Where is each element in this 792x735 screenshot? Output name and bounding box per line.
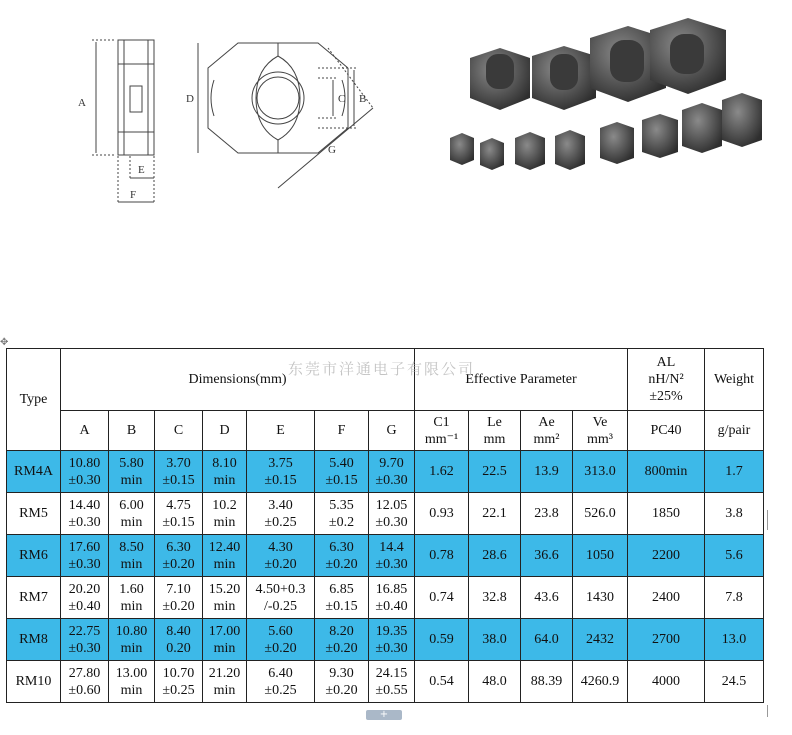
cell-dim-value: 14.40 — [68, 497, 101, 513]
header-ae — [521, 411, 573, 451]
cell-dim-value: 4.75 — [166, 497, 191, 513]
cell-dim — [203, 451, 247, 493]
cell-dim — [109, 493, 155, 535]
cell-type: RM4A — [7, 451, 61, 493]
cell-dim — [247, 619, 315, 661]
cell-dim-tolerance: min — [213, 682, 236, 698]
cell-dim-value: 9.70 — [379, 455, 404, 471]
header-dimensions: Dimensions(mm) — [61, 349, 415, 411]
cell-dim-value: 27.80 — [68, 665, 101, 681]
header-dim-g: G — [369, 411, 415, 451]
table-handle-icon[interactable]: ✥ — [0, 337, 9, 348]
dim-label-b: B — [359, 93, 367, 105]
cell-dim — [61, 535, 109, 577]
cell-dim — [247, 493, 315, 535]
cell-dim-tolerance: ±0.30 — [375, 640, 408, 656]
cell-dim — [203, 661, 247, 703]
cell-dim-tolerance: ±0.30 — [68, 514, 101, 530]
cell-dim-tolerance: ±0.40 — [68, 598, 101, 614]
table-row — [7, 577, 764, 619]
header-c1-unit: mm⁻¹ — [424, 431, 459, 447]
dim-label-f: F — [130, 189, 137, 201]
cell-dim-tolerance: 0.20 — [166, 640, 191, 656]
header-dim-e: E — [247, 411, 315, 451]
cell-dim — [109, 577, 155, 619]
cell-dim — [155, 577, 203, 619]
cell-dim-tolerance: /-0.25 — [263, 598, 298, 614]
cell-dim-value: 13.00 — [115, 665, 148, 681]
cell-dim — [155, 493, 203, 535]
cell-dim-value: 3.70 — [166, 455, 191, 471]
cell-dim-value: 1.60 — [119, 581, 144, 597]
header-le-name: Le — [487, 414, 502, 430]
cell-weight: 3.8 — [705, 493, 764, 535]
cell-c1: 0.54 — [415, 661, 469, 703]
cell-dim-value: 14.4 — [379, 539, 404, 555]
cell-dim-value: 10.70 — [162, 665, 195, 681]
cell-weight: 1.7 — [705, 451, 764, 493]
cell-dim-tolerance: min — [213, 514, 236, 530]
cell-dim-tolerance: min — [213, 472, 236, 488]
cell-dim — [315, 577, 369, 619]
cell-dim-tolerance: ±0.30 — [375, 556, 408, 572]
scroll-tick-bottom — [767, 705, 768, 717]
table-row — [7, 493, 764, 535]
cell-dim-tolerance: min — [213, 598, 236, 614]
header-c1 — [415, 411, 469, 451]
header-weight: Weight — [705, 349, 764, 411]
dim-label-g: G — [328, 144, 336, 156]
cell-dim — [155, 451, 203, 493]
header-ve — [573, 411, 628, 451]
cell-dim — [155, 535, 203, 577]
header-pc40: PC40 — [628, 411, 705, 451]
side-view-drawing — [70, 28, 180, 218]
cell-le: 22.5 — [469, 451, 521, 493]
cell-dim-tolerance: ±0.20 — [162, 598, 195, 614]
cell-dim-value: 20.20 — [68, 581, 101, 597]
cell-c1: 0.74 — [415, 577, 469, 619]
cell-ve: 526.0 — [573, 493, 628, 535]
table-row — [7, 619, 764, 661]
top-view-drawing — [178, 28, 378, 218]
cell-dim — [203, 577, 247, 619]
cell-dim-tolerance: ±0.20 — [325, 556, 358, 572]
cell-dim-value: 10.2 — [212, 497, 237, 513]
cell-dim — [315, 451, 369, 493]
header-ve-name: Ve — [592, 414, 608, 430]
cell-ve: 1050 — [573, 535, 628, 577]
cell-dim-value: 5.40 — [329, 455, 354, 471]
cell-dim — [369, 577, 415, 619]
cell-dim-tolerance: ±0.15 — [162, 514, 195, 530]
cell-dim-tolerance: ±0.15 — [325, 598, 358, 614]
cell-dim — [61, 577, 109, 619]
cell-dim — [369, 661, 415, 703]
cell-dim-value: 8.10 — [212, 455, 237, 471]
header-dim-d: D — [203, 411, 247, 451]
table-row — [7, 661, 764, 703]
cell-dim-value: 6.40 — [268, 665, 293, 681]
cell-dim-tolerance: min — [213, 556, 236, 572]
add-row-button[interactable]: + — [366, 710, 402, 720]
header-al-line2: nH/N² — [648, 372, 684, 387]
cell-dim-tolerance: ±0.55 — [375, 682, 408, 698]
cell-dim — [61, 493, 109, 535]
cell-dim-tolerance: min — [120, 640, 143, 656]
cell-dim-tolerance: min — [120, 682, 143, 698]
cell-dim-value: 3.40 — [268, 497, 293, 513]
header-type: Type — [7, 349, 61, 451]
cell-dim-value: 4.50+0.3 — [255, 581, 306, 597]
cell-dim-tolerance: ±0.20 — [325, 682, 358, 698]
cell-ve: 313.0 — [573, 451, 628, 493]
cell-dim-tolerance: ±0.15 — [264, 472, 297, 488]
cell-c1: 1.62 — [415, 451, 469, 493]
cell-ae: 23.8 — [521, 493, 573, 535]
cell-dim-value: 17.60 — [68, 539, 101, 555]
cell-dim-value: 17.00 — [208, 623, 241, 639]
cell-dim — [247, 535, 315, 577]
cell-dim-value: 21.20 — [208, 665, 241, 681]
cell-dim-tolerance: ±0.30 — [68, 556, 101, 572]
spec-table — [6, 348, 764, 703]
cell-dim-value: 5.60 — [268, 623, 293, 639]
cell-ve: 2432 — [573, 619, 628, 661]
scroll-tick — [767, 510, 768, 530]
header-al — [628, 349, 705, 411]
cell-weight: 7.8 — [705, 577, 764, 619]
cell-dim-value: 16.85 — [375, 581, 408, 597]
cell-ae: 88.39 — [521, 661, 573, 703]
cell-dim-tolerance: min — [120, 514, 143, 530]
cell-dim-value: 8.50 — [119, 539, 144, 555]
cell-dim-value: 10.80 — [68, 455, 101, 471]
cell-al: 4000 — [628, 661, 705, 703]
cell-le: 38.0 — [469, 619, 521, 661]
cell-dim-tolerance: ±0.25 — [264, 514, 297, 530]
header-ve-unit: mm³ — [587, 431, 613, 447]
dim-label-e: E — [138, 164, 145, 176]
cell-c1: 0.78 — [415, 535, 469, 577]
cell-dim — [315, 619, 369, 661]
cell-dim-tolerance: min — [120, 556, 143, 572]
cell-dim-tolerance: ±0.30 — [68, 472, 101, 488]
cell-dim-tolerance: min — [213, 640, 236, 656]
cell-type: RM5 — [7, 493, 61, 535]
cell-type: RM8 — [7, 619, 61, 661]
cell-dim-value: 12.40 — [208, 539, 241, 555]
cell-dim-value: 15.20 — [208, 581, 241, 597]
cell-dim — [369, 535, 415, 577]
cell-dim-value: 12.05 — [375, 497, 408, 513]
cell-dim-value: 24.15 — [375, 665, 408, 681]
ferrite-cores-photo — [420, 8, 790, 188]
cell-le: 48.0 — [469, 661, 521, 703]
cell-dim — [247, 661, 315, 703]
cell-dim-tolerance: ±0.30 — [375, 472, 408, 488]
cell-type: RM6 — [7, 535, 61, 577]
cell-al: 2400 — [628, 577, 705, 619]
cell-ae: 64.0 — [521, 619, 573, 661]
cell-dim-value: 10.80 — [115, 623, 148, 639]
cell-ae: 36.6 — [521, 535, 573, 577]
cell-dim-tolerance: ±0.15 — [162, 472, 195, 488]
cell-dim — [61, 661, 109, 703]
header-al-line3: ±25% — [649, 389, 683, 404]
cell-dim-value: 22.75 — [68, 623, 101, 639]
cell-ae: 43.6 — [521, 577, 573, 619]
cell-dim — [369, 451, 415, 493]
cell-dim-value: 7.10 — [166, 581, 191, 597]
header-gpair: g/pair — [705, 411, 764, 451]
cell-dim-value: 4.30 — [268, 539, 293, 555]
header-le — [469, 411, 521, 451]
cell-dim-tolerance: min — [120, 598, 143, 614]
cell-dim — [315, 661, 369, 703]
header-dim-f: F — [315, 411, 369, 451]
cell-dim-tolerance: ±0.20 — [264, 640, 297, 656]
cell-dim-value: 6.30 — [329, 539, 354, 555]
cell-le: 32.8 — [469, 577, 521, 619]
header-ae-name: Ae — [538, 414, 555, 430]
dim-label-a: A — [78, 97, 86, 109]
cell-dim-value: 8.20 — [329, 623, 354, 639]
cell-c1: 0.93 — [415, 493, 469, 535]
table-row — [7, 451, 764, 493]
cell-dim-tolerance: ±0.20 — [264, 556, 297, 572]
cell-dim — [315, 493, 369, 535]
cell-dim — [109, 661, 155, 703]
cell-type: RM7 — [7, 577, 61, 619]
header-dim-c: C — [155, 411, 203, 451]
cell-dim — [109, 451, 155, 493]
cell-weight: 24.5 — [705, 661, 764, 703]
cell-dim-tolerance: ±0.30 — [68, 640, 101, 656]
cell-dim — [203, 535, 247, 577]
cell-al: 2200 — [628, 535, 705, 577]
cell-dim-value: 3.75 — [268, 455, 293, 471]
cell-dim — [247, 577, 315, 619]
header-al-line1: AL — [656, 355, 676, 370]
cell-dim — [61, 451, 109, 493]
cell-dim-value: 6.30 — [166, 539, 191, 555]
cell-dim-tolerance: ±0.15 — [325, 472, 358, 488]
cell-dim — [369, 619, 415, 661]
watermark: 东莞市洋通电子有限公司 — [288, 360, 476, 378]
cell-dim-value: 5.80 — [119, 455, 144, 471]
cell-dim — [369, 493, 415, 535]
cell-type: RM10 — [7, 661, 61, 703]
cell-dim-value: 9.30 — [329, 665, 354, 681]
cell-dim-value: 19.35 — [375, 623, 408, 639]
cell-dim-tolerance: ±0.25 — [264, 682, 297, 698]
cell-al: 800min — [628, 451, 705, 493]
cell-dim-tolerance: ±0.20 — [162, 556, 195, 572]
cell-dim-tolerance: ±0.2 — [328, 514, 355, 530]
cell-ae: 13.9 — [521, 451, 573, 493]
cell-dim — [109, 619, 155, 661]
header-le-unit: mm — [483, 431, 506, 447]
cell-weight: 13.0 — [705, 619, 764, 661]
cell-dim — [203, 493, 247, 535]
header-dim-a: A — [61, 411, 109, 451]
header-ae-unit: mm² — [533, 431, 560, 447]
cell-dim — [155, 619, 203, 661]
header-effective: Effective Parameter — [415, 349, 628, 411]
cell-c1: 0.59 — [415, 619, 469, 661]
cell-dim-tolerance: ±0.40 — [375, 598, 408, 614]
cell-le: 28.6 — [469, 535, 521, 577]
cell-al: 2700 — [628, 619, 705, 661]
dim-label-c: C — [338, 93, 346, 105]
cell-ve: 1430 — [573, 577, 628, 619]
cell-dim-tolerance: ±0.60 — [68, 682, 101, 698]
cell-dim-value: 6.00 — [119, 497, 144, 513]
cell-le: 22.1 — [469, 493, 521, 535]
cell-dim-value: 8.40 — [166, 623, 191, 639]
header-dim-b: B — [109, 411, 155, 451]
cell-dim-tolerance: min — [120, 472, 143, 488]
cell-dim-tolerance: ±0.30 — [375, 514, 408, 530]
cell-dim — [315, 535, 369, 577]
dim-label-d: D — [186, 93, 194, 105]
cell-ve: 4260.9 — [573, 661, 628, 703]
cell-dim — [247, 451, 315, 493]
cell-al: 1850 — [628, 493, 705, 535]
cell-dim — [109, 535, 155, 577]
header-c1-name: C1 — [433, 414, 450, 430]
cell-dim — [203, 619, 247, 661]
cell-weight: 5.6 — [705, 535, 764, 577]
cell-dim-value: 5.35 — [329, 497, 354, 513]
cell-dim-tolerance: ±0.25 — [162, 682, 195, 698]
table-row — [7, 535, 764, 577]
cell-dim — [155, 661, 203, 703]
cell-dim-tolerance: ±0.20 — [325, 640, 358, 656]
cell-dim-value: 6.85 — [329, 581, 354, 597]
cell-dim — [61, 619, 109, 661]
